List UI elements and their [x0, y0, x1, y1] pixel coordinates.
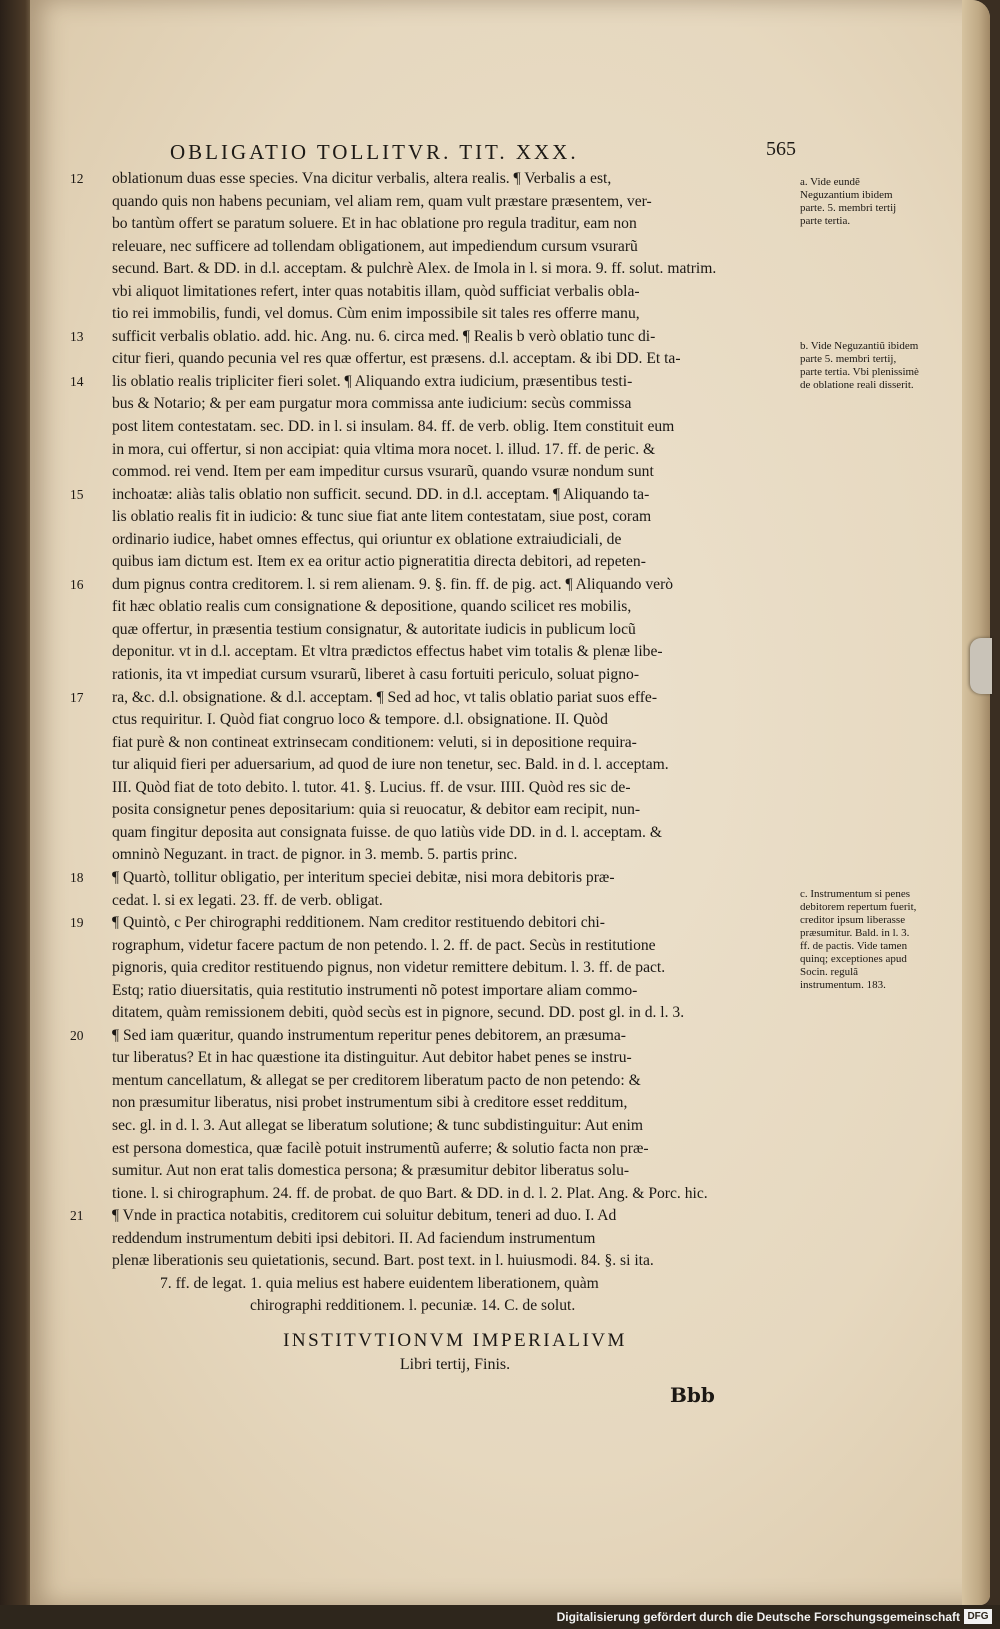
- line-text: tione. l. si chirographum. 24. ff. de probat. de quo Bart. & DD. in d. l. 2. Plat. Ang. & Porc. hic.: [112, 1184, 708, 1202]
- line-text: tur liberatus? Et in hac quæstione ita distinguitur. Aut debitor habet penes se instru-: [112, 1049, 632, 1067]
- line-text: ¶ Quartò, tollitur obligatio, per interitum speciei debitæ, nisi mora debitoris præ-: [112, 868, 615, 886]
- text-line: [90, 1250, 780, 1273]
- line-text: omninò Neguzant. in tract. de pignor. in 3. memb. 5. partis princ.: [112, 846, 518, 864]
- line-text: vbi aliquot limitationes refert, inter quas notabitis illam, quòd sufficiat verbalis obla-: [112, 282, 640, 300]
- text-line: [90, 258, 780, 281]
- text-line: [90, 1092, 780, 1115]
- text-line: [90, 980, 780, 1003]
- page-clip: [970, 638, 992, 694]
- text-line: [90, 641, 780, 664]
- line-text: deponitur. vt in d.l. acceptam. Et vltra prædictos effectus habet vim totalis & plenæ libe-: [112, 643, 663, 661]
- colophon-title: INSTITVTIONVM IMPERIALIVM: [283, 1330, 627, 1351]
- text-line: [70, 168, 780, 191]
- line-text: ¶ Vnde in practica notabitis, creditorem cui soluitur debitum, teneri ad duo. I. Ad: [112, 1207, 617, 1225]
- footer-credit: Digitalisierung gefördert durch die Deutsche Forschungsgemeinschaft: [556, 1610, 960, 1624]
- line-text: commod. rei vend. Item per eam impeditur cursus vsurarũ, quando vsuræ nondum sunt: [112, 463, 654, 481]
- text-line: [90, 1228, 780, 1251]
- line-number: 15: [70, 486, 84, 502]
- text-line: [90, 1183, 780, 1206]
- line-text: III. Quòd fiat de toto debito. l. tutor. 41. §. Lucius. ff. de vsur. IIII. Quòd res sic de-: [112, 778, 631, 796]
- line-text: sumitur. Aut non erat talis domestica persona; & præsumitur debitor liberatus solu-: [112, 1162, 630, 1180]
- line-number: 16: [70, 576, 84, 592]
- line-text: dum pignus contra creditorem. l. si rem alienam. 9. §. fin. ff. de pig. act. ¶ Aliquando verò: [112, 575, 674, 593]
- line-text: pignoris, quia creditor restituendo pignus, non videtur remittere debitum. l. 3. ff. de pact.: [112, 959, 666, 977]
- line-number: 17: [70, 689, 84, 705]
- dfg-logo: DFG: [964, 1609, 992, 1624]
- line-text: citur fieri, quando pecunia vel res quæ offertur, est præsens. d.l. acceptam. & ibi DD. Et ta-: [112, 350, 681, 368]
- text-line: [90, 754, 780, 777]
- text-line: [90, 303, 780, 326]
- text-line: [90, 506, 780, 529]
- line-text: releuare, nec sufficere ad tollendam obligationem, aut impediendum cursum vsurarũ: [112, 237, 638, 255]
- line-text: ctus requiritur. I. Quòd fiat congruo loco & tempore. d.l. obsignatione. II. Quòd: [112, 711, 608, 729]
- text-line: [70, 1025, 780, 1048]
- line-text: 7. ff. de legat. 1. quia melius est habere euidentem liberationem, quàm: [160, 1274, 599, 1292]
- text-line: [90, 236, 780, 259]
- line-text: non præsumitur liberatus, nisi probet instrumentum sibi à creditore esset redditum,: [112, 1094, 628, 1112]
- line-text: lis oblatio realis fit in iudicio: & tunc siue fiat ante litem contestatam, siue post, coram: [112, 508, 652, 526]
- text-line: [90, 1160, 780, 1183]
- line-text: ordinario iudice, habet omnes effectus, qui oriuntur ex oblatione extraiudiciali, de: [112, 530, 622, 548]
- text-line: [70, 326, 780, 349]
- line-number: 21: [70, 1208, 84, 1224]
- line-text: sufficit verbalis oblatio. add. hic. Ang. nu. 6. circa med. ¶ Realis b verò oblatio tunc di-: [112, 327, 656, 345]
- line-text: inchoatæ: aliàs talis oblatio non sufficit. secund. DD. in d.l. acceptam. ¶ Aliquando ta-: [112, 485, 650, 503]
- text-line: [70, 371, 780, 394]
- text-line: [90, 1002, 780, 1025]
- text-line: [90, 777, 780, 800]
- line-number: 13: [70, 328, 84, 344]
- page-right-edge: [962, 0, 990, 1605]
- line-text: tio rei immobilis, fundi, vel domus. Cùm enim impossibile sit tales res offerre manu,: [112, 305, 640, 323]
- margin-note-b: b. Vide Neguzantiũ ibidem parte 5. membri tertij, parte tertia. Vbi plenissimè de oblatione reali disserit.: [800, 340, 919, 391]
- text-line: [90, 664, 780, 687]
- line-text: quam fingitur deposita aut consignata fuisse. de quo latiùs vide DD. in d. l. acceptam. &: [112, 823, 662, 841]
- text-line: [90, 732, 780, 755]
- text-line: [90, 596, 780, 619]
- line-text: rationis, ita vt impediat cursum vsurarũ, liberet à casu fortuiti periculo, soluat pigno-: [112, 666, 640, 684]
- page-number: 565: [766, 138, 796, 160]
- line-text: secund. Bart. & DD. in d.l. acceptam. & pulchrè Alex. de Imola in l. si mora. 9. ff. solut. matrim.: [112, 260, 717, 278]
- line-text: posita consignetur penes depositarium: quia si reuocatur, & debitor eam recipit, nun-: [112, 801, 641, 819]
- line-text: quibus iam dictum est. Item ex ea oritur actio pigneratitia directa debitori, ad repeten-: [112, 553, 646, 571]
- colophon-subtitle: Libri tertij, Finis.: [399, 1356, 511, 1373]
- text-line: [70, 1205, 780, 1228]
- text-line: [90, 551, 780, 574]
- line-text: ¶ Sed iam quæritur, quando instrumentum reperitur penes debitorem, an præsuma-: [112, 1026, 626, 1044]
- text-line: [70, 867, 780, 890]
- body-text: [70, 168, 780, 1318]
- text-line: [90, 799, 780, 822]
- line-text: cedat. l. si ex legati. 23. ff. de verb. obligat.: [112, 891, 383, 909]
- text-line: [90, 1295, 780, 1318]
- line-text: quæ offertur, in præsentia testium consignatur, & autoritate iudicis in publicum locũ: [112, 620, 636, 638]
- line-text: rographum, videtur facere pactum de non petendo. l. 2. ff. de pact. Secùs in restitutione: [112, 936, 656, 954]
- text-line: [90, 416, 780, 439]
- line-text: mentum cancellatum, & allegat se per creditorem liberatum pacto de non petendo: &: [112, 1071, 641, 1089]
- line-text: fit hæc oblatio realis cum consignatione & depositione, quando scilicet res mobilis,: [112, 598, 632, 616]
- line-number: 12: [70, 171, 84, 186]
- line-text: post litem contestatam. sec. DD. in l. si insulam. 84. ff. de verb. oblig. Item constituit eum: [112, 418, 675, 436]
- text-line: [90, 529, 780, 552]
- line-text: bus & Notario; & per eam purgatur mora commissa ante iudicium: secùs commissa: [112, 395, 632, 413]
- text-line: [90, 890, 780, 913]
- line-text: in mora, cui offertur, si non accipiat: quia vltima mora nocet. l. illud. 17. ff. de peric. &: [112, 440, 656, 458]
- text-line: [70, 912, 780, 935]
- line-text: oblationum duas esse species. Vna dicitur verbalis, altera realis. ¶ Verbalis a est,: [112, 170, 612, 187]
- text-line: [90, 439, 780, 462]
- signature-mark: Bbb: [670, 1383, 715, 1407]
- text-line: [90, 461, 780, 484]
- text-line: [90, 1273, 780, 1296]
- line-text: sec. gl. in d. l. 3. Aut allegat se liberatum solutione; & tunc subdistinguitur: Aut enim: [112, 1116, 643, 1134]
- text-line: [90, 191, 780, 214]
- line-text: plenæ liberationis seu quietationis, secund. Bart. post text. in l. huiusmodi. 84. §. si ita.: [112, 1252, 654, 1270]
- line-number: 18: [70, 869, 84, 885]
- line-text: ditatem, quàm remissionem debiti, quòd secùs est in pignore, secund. DD. post gl. in d. l. 3.: [112, 1004, 685, 1022]
- text-line: [90, 393, 780, 416]
- line-number: 14: [70, 373, 84, 389]
- running-head: OBLIGATIO TOLLITVR. TIT. XXX.: [170, 140, 579, 164]
- line-text: ¶ Quintò, c Per chirographi redditionem. Nam creditor restituendo debitori chi-: [112, 914, 605, 932]
- margin-note-c: c. Instrumentum si penes debitorem repertum fuerit, creditor ipsum liberasse præsumitur. Bald. in l. 3. ff. de pactis. Vide tamen quinq; exceptiones apud Socin. regulã instrumentum. 183.: [800, 888, 917, 991]
- line-text: lis oblatio realis tripliciter fieri solet. ¶ Aliquando extra iudicium, præsentibus testi-: [112, 372, 633, 390]
- text-line: [70, 687, 780, 710]
- text-line: [90, 281, 780, 304]
- line-text: reddendum instrumentum debiti ipsi debitori. II. Ad faciendum instrumentum: [112, 1229, 596, 1247]
- text-line: [90, 1047, 780, 1070]
- line-number: 19: [70, 915, 84, 931]
- line-text: ra, &c. d.l. obsignatione. & d.l. acceptam. ¶ Sed ad hoc, vt talis oblatio pariat suos effe-: [112, 688, 658, 706]
- text-line: [90, 822, 780, 845]
- text-line: [90, 844, 780, 867]
- text-line: [90, 213, 780, 236]
- text-line: [90, 957, 780, 980]
- text-line: [90, 1138, 780, 1161]
- line-number: 20: [70, 1027, 84, 1043]
- line-text: chirographi redditionem. l. pecuniæ. 14. C. de solut.: [250, 1297, 576, 1315]
- text-line: [90, 348, 780, 371]
- text-line: [70, 574, 780, 597]
- text-line: [90, 935, 780, 958]
- line-text: est persona domestica, quæ facilè potuit instrumentũ auferre; & solutio facta non præ-: [112, 1139, 649, 1157]
- line-text: Estq; ratio diuersitatis, quia restitutio instrumenti nõ potest importare aliam commo-: [112, 981, 638, 999]
- book-page: [30, 0, 990, 1605]
- line-text: tur aliquid fieri per aduersarium, ad quod de iure non tenetur, sec. Bald. in d. l. acceptam.: [112, 756, 669, 774]
- line-text: bo tantùm offert se paratum soluere. Et in hac oblatione pro regula traditur, eam non: [112, 215, 637, 233]
- text-line: [90, 1070, 780, 1093]
- text-line: [90, 709, 780, 732]
- line-text: fiat purè & non contineat extrinsecam conditionem: veluti, si in depositione requira-: [112, 733, 637, 751]
- line-text: quando quis non habens pecuniam, vel aliam rem, quam vult præstare præsentem, ver-: [112, 192, 652, 210]
- text-line: [90, 1115, 780, 1138]
- margin-note-a: a. Vide eundẽ Neguzantium ibidem parte. 5. membri tertij parte tertia.: [800, 176, 897, 227]
- text-line: [90, 619, 780, 642]
- text-line: [70, 484, 780, 507]
